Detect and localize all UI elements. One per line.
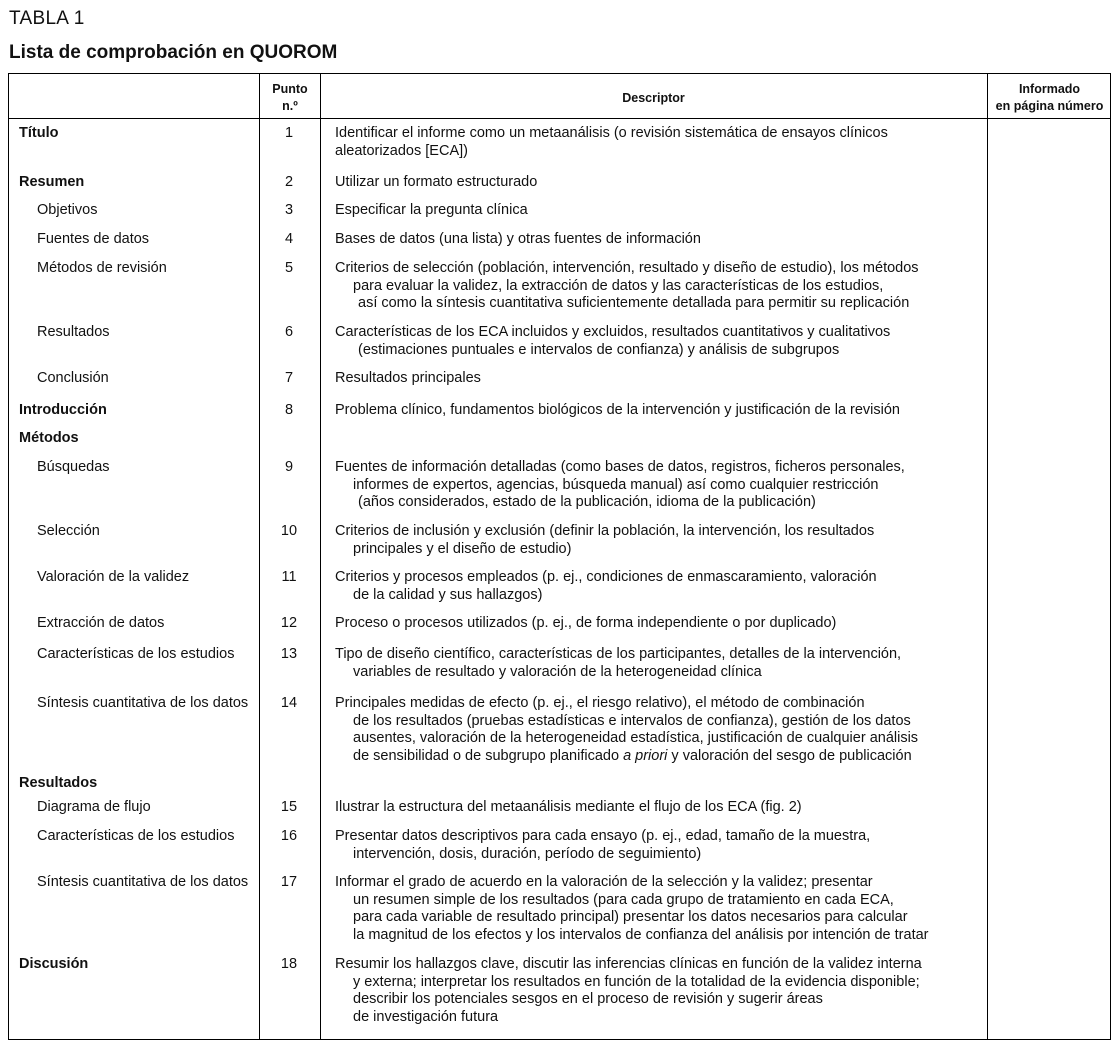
row-descriptor: Resultados principales <box>335 370 481 386</box>
row-num: 12 <box>280 615 298 631</box>
header-punto <box>259 81 321 115</box>
row-label-introduccion: Introducción <box>19 402 107 418</box>
row-label-diagrama: Diagrama de flujo <box>37 799 151 815</box>
row-num: 6 <box>284 324 294 340</box>
column-divider <box>320 73 321 1040</box>
row-label-discusion: Discusión <box>19 956 89 972</box>
row-label-metodos-revision: Métodos de revisión <box>37 260 167 276</box>
row-label-resultados: Resultados <box>19 775 98 791</box>
row-descriptor: Criterios de selección (población, intervención, resultado y diseño de estudio), los métodos para evaluar la validez, la extracción de datos y las características de los estudios, así como la síntesis cuantitativa suficientemente detallada para permitir su replicación <box>335 260 919 311</box>
row-label-metodos: Métodos <box>19 430 79 446</box>
row-num: 1 <box>284 125 294 141</box>
row-descriptor: Problema clínico, fundamentos biológicos de la intervención y justificación de la revisión <box>335 402 900 418</box>
row-label-valoracion: Valoración de la validez <box>37 569 190 585</box>
row-num: 10 <box>280 523 298 539</box>
table-label: TABLA 1 <box>9 8 85 29</box>
table-title: Lista de comprobación en QUOROM <box>9 42 338 63</box>
row-num: 9 <box>284 459 294 475</box>
row-num: 11 <box>281 569 297 585</box>
header-informado-line2: en página número <box>995 99 1104 113</box>
row-num: 2 <box>284 174 294 190</box>
row-label-caracteristicas-res: Características de los estudios <box>37 828 235 844</box>
header-informado-line1: Informado <box>1018 82 1081 96</box>
row-descriptor: Criterios de inclusión y exclusión (definir la población, la intervención, los resultados principales y el diseño de estudio) <box>335 523 875 557</box>
header-punto-line2: n.º <box>282 99 298 113</box>
row-num: 13 <box>280 646 298 662</box>
row-num: 7 <box>284 370 294 386</box>
row-descriptor: Criterios y procesos empleados (p. ej., condiciones de enmascaramiento, valoración de la calidad y sus hallazgos) <box>335 569 877 603</box>
row-num: 5 <box>284 260 294 276</box>
column-divider <box>987 73 988 1040</box>
row-label-resumen: Resumen <box>19 174 85 190</box>
row-descriptor: Resumir los hallazgos clave, discutir las inferencias clínicas en función de la validez interna y externa; interpretar los resultados en función de la totalidad de la evidencia disponible; describir los potenciales sesgos en el proceso de revisión y sugerir áreas de investigación futura <box>335 956 922 1025</box>
row-label-caracteristicas: Características de los estudios <box>37 646 235 662</box>
row-num: 16 <box>280 828 298 844</box>
row-descriptor: Utilizar un formato estructurado <box>335 174 538 190</box>
row-descriptor: Especificar la pregunta clínica <box>335 202 528 218</box>
row-descriptor: Bases de datos (una lista) y otras fuentes de información <box>335 231 701 247</box>
row-descriptor: Tipo de diseño científico, características de los participantes, detalles de la intervención, variables de resultado y valoración de la heterogeneidad clínica <box>335 646 902 680</box>
row-descriptor: Presentar datos descriptivos para cada ensayo (p. ej., edad, tamaño de la muestra, intervención, dosis, duración, período de seguimiento) <box>335 828 871 862</box>
row-descriptor: Proceso o procesos utilizados (p. ej., de forma independiente o por duplicado) <box>335 615 837 631</box>
row-label-fuentes: Fuentes de datos <box>37 231 150 247</box>
row-num: 17 <box>280 874 298 890</box>
row-num: 4 <box>284 231 294 247</box>
row-label-sintesis-res: Síntesis cuantitativa de los datos <box>37 874 249 890</box>
row-descriptor: Características de los ECA incluidos y excluidos, resultados cuantitativos y cualitativos (estimaciones puntuales e intervalos de confianza) y análisis de subgrupos <box>335 324 891 358</box>
row-label-objetivos: Objetivos <box>37 202 98 218</box>
row-num: 15 <box>280 799 298 815</box>
row-num: 14 <box>280 695 298 711</box>
row-descriptor: Ilustrar la estructura del metaanálisis mediante el flujo de los ECA (fig. 2) <box>335 799 802 815</box>
header-descriptor: Descriptor <box>622 91 685 105</box>
row-descriptor: Principales medidas de efecto (p. ej., el riesgo relativo), el método de combinación de los resultados (pruebas estadísticas e intervalos de confianza), gestión de los datos ausentes, valoración de la heterogeneidad estadística, justificación de cualquier análisis de sensibilidad o de subgrupo planificado a priori y valoración del sesgo de publicación <box>335 695 919 764</box>
header-divider <box>8 118 1111 119</box>
header-punto-line1: Punto <box>272 82 308 96</box>
row-label-conclusion: Conclusión <box>37 370 109 386</box>
row-label-titulo: Título <box>19 125 59 141</box>
row-num: 18 <box>280 956 298 972</box>
row-label-extraccion: Extracción de datos <box>37 615 165 631</box>
row-descriptor: Informar el grado de acuerdo en la valoración de la selección y la validez; presentar un resumen simple de los resultados (para cada grupo de tratamiento en cada ECA, para cada variable de resultado principal) presentar los datos necesarios para calcular la magnitud de los efectos y los intervalos de confianza del análisis por intención de tratar <box>335 874 929 943</box>
row-descriptor: Fuentes de información detalladas (como bases de datos, registros, ficheros personales, informes de expertos, agencias, búsqueda manual) así como cualquier restricción (años considerados, estado de la publicación, idioma de la publicación) <box>335 459 905 510</box>
row-label-sintesis: Síntesis cuantitativa de los datos <box>37 695 249 711</box>
header-informado <box>988 81 1111 115</box>
row-label-seleccion: Selección <box>37 523 100 539</box>
row-num: 3 <box>284 202 294 218</box>
row-descriptor: Identificar el informe como un metaanálisis (o revisión sistemática de ensayos clínicos aleatorizados [ECA]) <box>335 125 888 159</box>
row-label-busquedas: Búsquedas <box>37 459 110 475</box>
row-num: 8 <box>284 402 294 418</box>
row-label-resultados-resumen: Resultados <box>37 324 110 340</box>
